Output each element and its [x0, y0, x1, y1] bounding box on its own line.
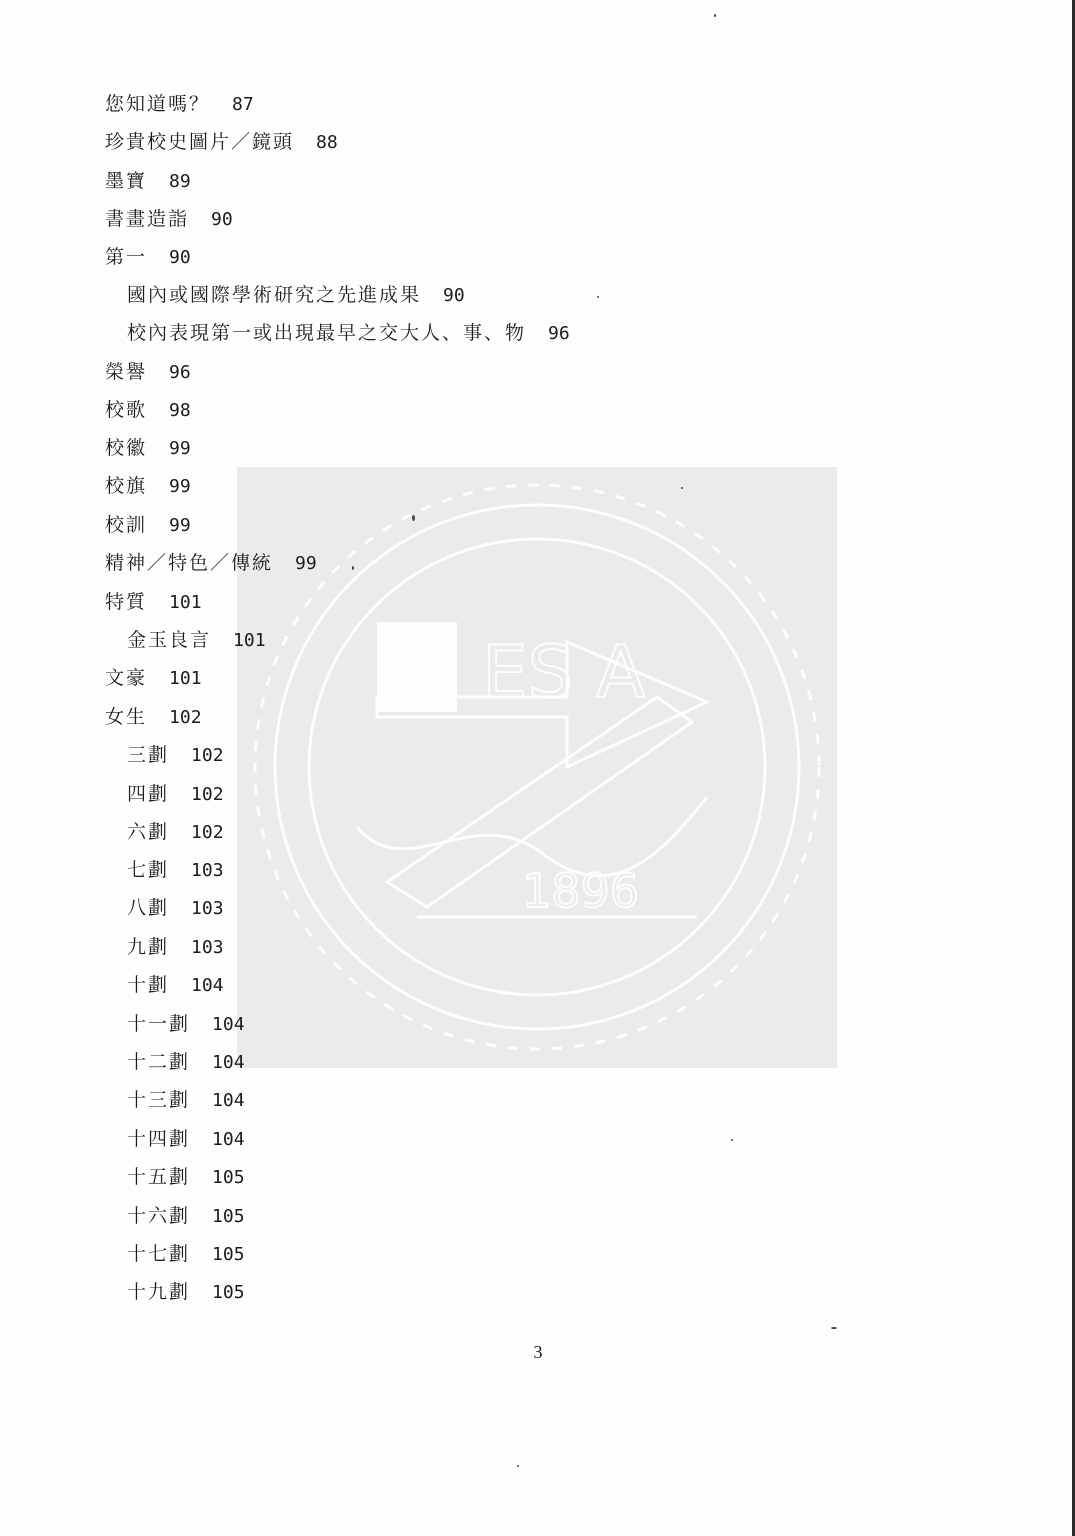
- toc-page: 104: [212, 1090, 245, 1111]
- toc-title: 十三劃: [127, 1089, 191, 1111]
- toc-page: 103: [191, 860, 224, 881]
- toc-title: 校旗: [105, 475, 148, 497]
- toc-title: 精神／特色／傳統: [105, 552, 274, 574]
- toc-entry: [105, 244, 191, 270]
- toc-subentry: [127, 972, 224, 998]
- toc-title: 八劃: [127, 897, 170, 919]
- toc-title: 十九劃: [127, 1281, 191, 1303]
- toc-title: 十二劃: [127, 1051, 191, 1073]
- toc-title: 十四劃: [127, 1128, 191, 1150]
- toc-page: 88: [316, 132, 338, 153]
- toc-subentry: [127, 1087, 245, 1113]
- toc-page: 101: [169, 668, 202, 689]
- toc-title: 您知道嗎？: [105, 93, 211, 115]
- toc-subentry: [127, 1049, 245, 1075]
- toc-entry: [105, 206, 233, 232]
- toc-page: 99: [169, 515, 191, 536]
- toc-entry: [105, 397, 191, 423]
- toc-page: 90: [443, 285, 465, 306]
- toc-title: 六劃: [127, 821, 170, 843]
- toc-title: 校徽: [105, 437, 148, 459]
- toc-page: 87: [232, 94, 254, 115]
- toc-title: 特質: [105, 591, 148, 613]
- toc-entry: [105, 168, 191, 194]
- toc-entry: [105, 589, 202, 615]
- toc-entry: [105, 91, 254, 117]
- toc-title: 十七劃: [127, 1243, 191, 1265]
- toc-entry: [105, 129, 338, 155]
- toc-title: 校歌: [105, 399, 148, 421]
- scan-speck: [517, 1465, 519, 1467]
- toc-entry: [105, 435, 191, 461]
- toc-page: 103: [191, 937, 224, 958]
- toc-page: 98: [169, 400, 191, 421]
- toc-page: 102: [169, 707, 202, 728]
- toc-subentry: [127, 819, 224, 845]
- toc-subentry: [127, 1126, 245, 1152]
- toc-page: 96: [548, 323, 570, 344]
- scan-speck: [412, 515, 415, 521]
- toc-title: 十五劃: [127, 1166, 191, 1188]
- toc-subentry: [127, 895, 224, 921]
- toc-title: 第一: [105, 246, 148, 268]
- toc-subentry: [127, 1011, 245, 1037]
- toc-page: 103: [191, 898, 224, 919]
- toc-title: 四劃: [127, 783, 170, 805]
- toc-page: 101: [233, 630, 266, 651]
- toc-page: 99: [295, 553, 317, 574]
- toc-page: 96: [169, 362, 191, 383]
- scan-speck: [597, 296, 599, 298]
- toc-page: 105: [212, 1244, 245, 1265]
- toc-title: 書畫造詣: [105, 208, 190, 230]
- toc-subentry: [127, 857, 224, 883]
- toc-title: 文豪: [105, 667, 148, 689]
- scan-speck: [714, 14, 716, 17]
- toc-page: 105: [212, 1206, 245, 1227]
- toc-title: 十一劃: [127, 1013, 191, 1035]
- page-number: 3: [533, 1342, 543, 1362]
- toc-page: 90: [211, 209, 233, 230]
- toc-entry: [105, 473, 191, 499]
- toc-page: 102: [191, 745, 224, 766]
- toc-entry: [105, 512, 191, 538]
- toc-entry: [105, 665, 202, 691]
- toc-page: 104: [212, 1014, 245, 1035]
- toc-title: 榮譽: [105, 361, 148, 383]
- toc-title: 墨寶: [105, 170, 148, 192]
- toc-title: 九劃: [127, 936, 170, 958]
- toc-title: 國內或國際學術研究之先進成果: [127, 284, 422, 306]
- toc-title: 珍貴校史圖片／鏡頭: [105, 131, 295, 153]
- toc-title: 金玉良言: [127, 629, 212, 651]
- toc-page: 89: [169, 171, 191, 192]
- scan-speck: [831, 1327, 837, 1329]
- toc-title: 十劃: [127, 974, 170, 996]
- toc-title: 七劃: [127, 859, 170, 881]
- toc-page: 99: [169, 476, 191, 497]
- toc-subentry: [127, 1279, 245, 1305]
- toc-page: 104: [212, 1129, 245, 1150]
- toc-subentry: [127, 781, 224, 807]
- toc-title: 三劃: [127, 744, 170, 766]
- toc-page: 101: [169, 592, 202, 613]
- watermark-year: 1896: [522, 864, 640, 918]
- toc-entry: [105, 550, 317, 576]
- toc-subentry: [127, 1203, 245, 1229]
- toc-title: 十六劃: [127, 1205, 191, 1227]
- toc-page: 90: [169, 247, 191, 268]
- scan-speck: [352, 566, 354, 570]
- scan-speck: [731, 1139, 733, 1141]
- toc-subentry: [127, 627, 266, 653]
- toc-page: 105: [212, 1167, 245, 1188]
- toc-entry: [105, 704, 202, 730]
- toc-subentry: [127, 1164, 245, 1190]
- toc-subentry: [127, 282, 465, 308]
- toc-entry: [105, 359, 191, 385]
- toc-page: 104: [191, 975, 224, 996]
- toc-subentry: [127, 320, 570, 346]
- toc-page: 102: [191, 822, 224, 843]
- toc-page: 105: [212, 1282, 245, 1303]
- toc-title: 女生: [105, 706, 148, 728]
- toc-title: 校內表現第一或出現最早之交大人、事、物: [127, 322, 527, 344]
- toc-subentry: [127, 742, 224, 768]
- toc-page: 104: [212, 1052, 245, 1073]
- toc-page: 102: [191, 784, 224, 805]
- toc-title: 校訓: [105, 514, 148, 536]
- toc-page: 99: [169, 438, 191, 459]
- scan-speck: [681, 487, 683, 489]
- toc-subentry: [127, 934, 224, 960]
- watermark-letters: ES A: [482, 630, 646, 714]
- toc-subentry: [127, 1241, 245, 1267]
